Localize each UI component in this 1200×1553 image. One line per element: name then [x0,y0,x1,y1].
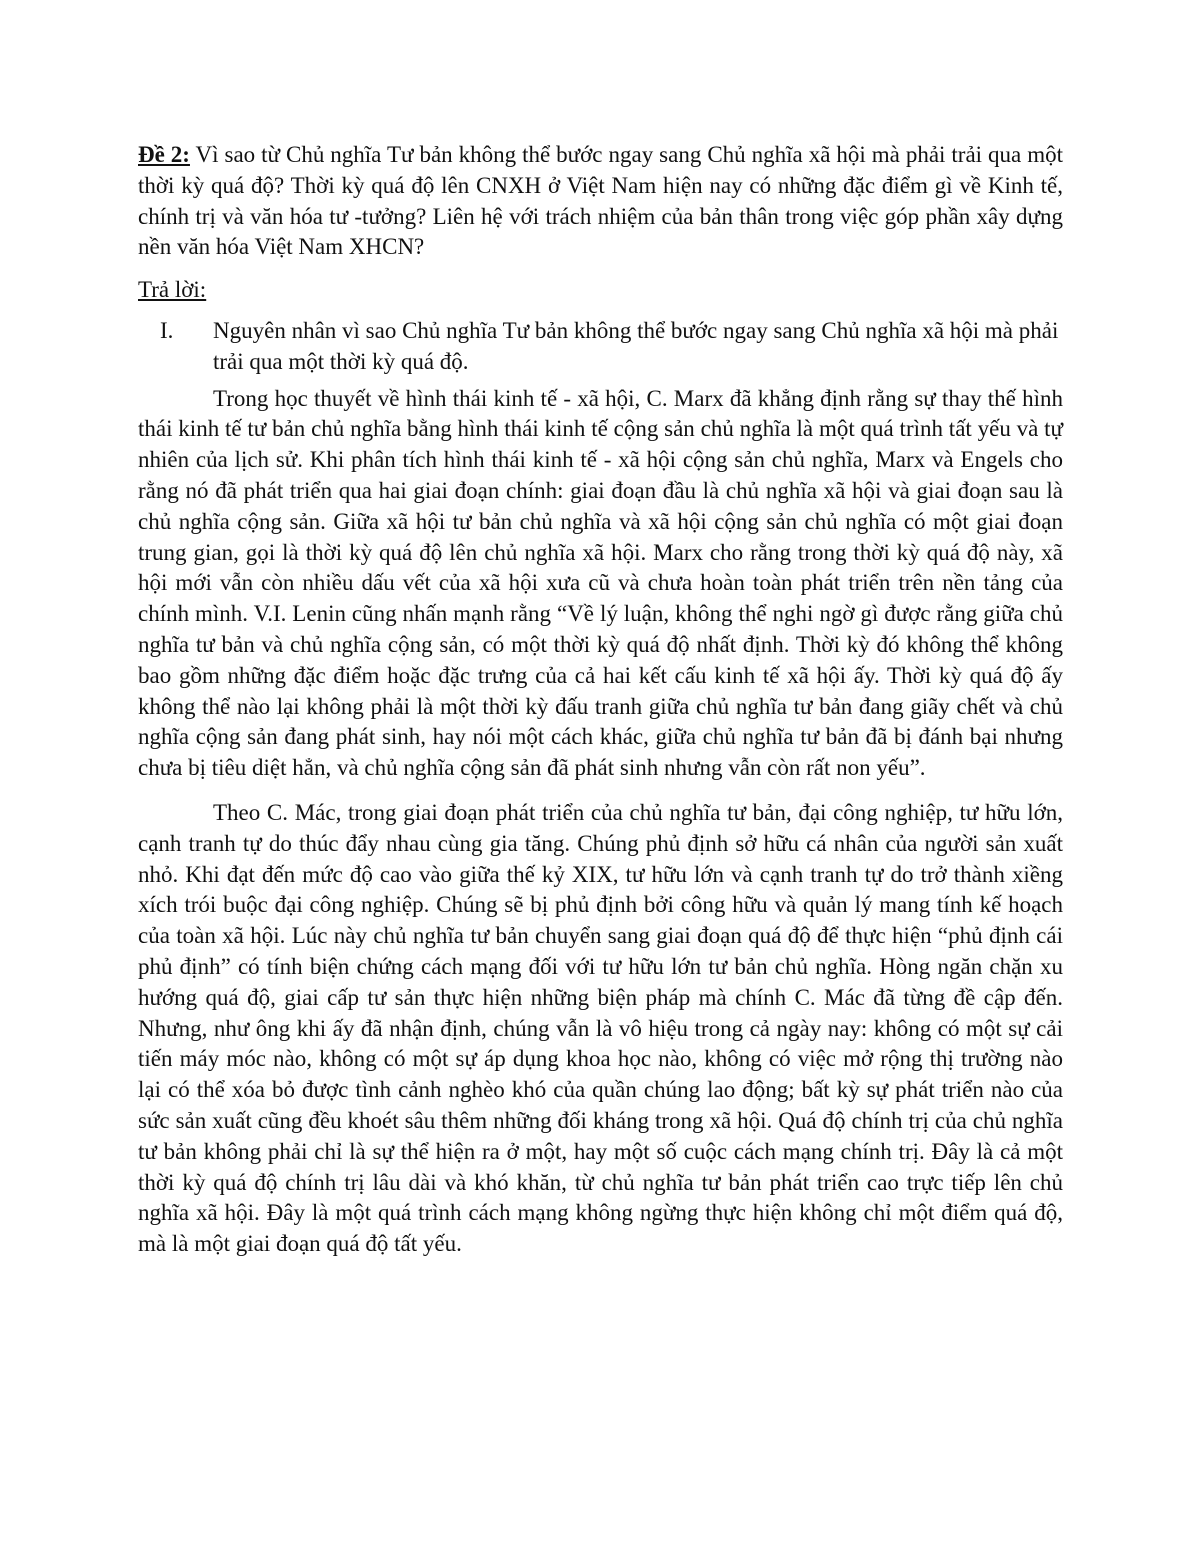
question-text: Vì sao từ Chủ nghĩa Tư bản không thể bước ngay sang Chủ nghĩa xã hội mà phải trải qua một thời kỳ quá độ? Thời kỳ quá độ lên CNXH ở Việt Nam hiện nay có những đặc điểm gì về Kinh tế, chính trị và văn hóa tư -tưởng? Liên hệ với trách nhiệm của bản thân trong việc góp phần xây dựng nền văn hóa Việt Nam XHCN? [138,142,1063,260]
section-number: I. [160,317,174,343]
body-paragraph-2: Theo C. Mác, trong giai đoạn phát triển của chủ nghĩa tư bản, đại công nghiệp, tư hữu lớn, cạnh tranh tự do thúc đẩy nhau cùng gia tăng. Chúng phủ định sở hữu cá nhân của người sản xuất nhỏ. Khi đạt đến mức độ cao vào giữa thế kỷ XIX, tư hữu lớn và cạnh tranh tự do trở thành xiềng xích trói buộc đại công nghiệp. Chúng sẽ bị phủ định bởi công hữu và quản lý mang tính kế hoạch của toàn xã hội. Lúc này chủ nghĩa tư bản chuyển sang giai đoạn quá độ để thực hiện “phủ định cái phủ định” có tính biện chứng cách mạng đối với tư hữu lớn tư bản chủ nghĩa. Hòng ngăn chặn xu hướng quá độ, giai cấp tư sản thực hiện những biện pháp mà chính C. Mác đã từng đề cập đến. Nhưng, như ông khi ấy đã nhận định, chúng vẫn là vô hiệu trong cả ngày nay: không có một sự cải tiến máy móc nào, không có một sự áp dụng khoa học nào, không có việc mở rộng thị trường nào lại có thể xóa bỏ được tình cảnh nghèo khó của quần chúng lao động; bất kỳ sự phát triển nào của sức sản xuất cũng đều khoét sâu thêm những đối kháng trong xã hội. Quá độ chính trị của chủ nghĩa tư bản không phải chỉ là sự thể hiện ra ở một, hay một số cuộc cách mạng chính trị. Đây là cả một thời kỳ quá độ chính trị lâu dài và khó khăn, từ chủ nghĩa tư bản phát triển cao trực tiếp lên chủ nghĩa xã hội. Đây là một quá trình cách mạng không ngừng thực hiện không chỉ một điểm quá độ, mà là một giai đoạn quá độ tất yếu. [138,799,1063,1257]
document-page [138,140,1063,1274]
section-heading [138,316,1063,378]
section-title: Nguyên nhân vì sao Chủ nghĩa Tư bản không thể bước ngay sang Chủ nghĩa xã hội mà phải trải qua một thời kỳ quá độ. [213,317,1059,374]
question-label: Đề 2: [138,142,190,167]
body-paragraph-1: Trong học thuyết về hình thái kinh tế - xã hội, C. Marx đã khẳng định rằng sự thay thế hình thái kinh tế tư bản chủ nghĩa bằng hình thái kinh tế cộng sản chủ nghĩa là một quá trình tất yếu và tự nhiên của lịch sử. Khi phân tích hình thái kinh tế - xã hội cộng sản chủ nghĩa, Marx và Engels cho rằng nó đã phát triển qua hai giai đoạn chính: giai đoạn đầu là chủ nghĩa xã hội và giai đoạn sau là chủ nghĩa cộng sản. Giữa xã hội tư bản chủ nghĩa và xã hội cộng sản chủ nghĩa có một giai đoạn trung gian, gọi là thời kỳ quá độ lên chủ nghĩa xã hội. Marx cho rằng trong thời kỳ quá độ này, xã hội mới vẫn còn nhiều dấu vết của xã hội xưa cũ và chưa hoàn toàn phát triển trên nền tảng của chính mình. V.I. Lenin cũng nhấn mạnh rằng “Về lý luận, không thể nghi ngờ gì được rằng giữa chủ nghĩa tư bản và chủ nghĩa cộng sản, có một thời kỳ quá độ nhất định. Thời kỳ đó không thể không bao gồm những đặc điểm hoặc đặc trưng của cả hai kết cấu kinh tế xã hội ấy. Thời kỳ quá độ ấy không thể nào lại không phải là một thời kỳ đấu tranh giữa chủ nghĩa tư bản đang giãy chết và chủ nghĩa cộng sản đang phát sinh, hay nói một cách khác, giữa chủ nghĩa tư bản đã bị đánh bại nhưng chưa bị tiêu diệt hẳn, và chủ nghĩa cộng sản đã phát sinh nhưng vẫn còn rất non yếu”. [138,385,1063,781]
question-paragraph [138,140,1063,263]
answer-label: Trả lời: [138,277,207,303]
